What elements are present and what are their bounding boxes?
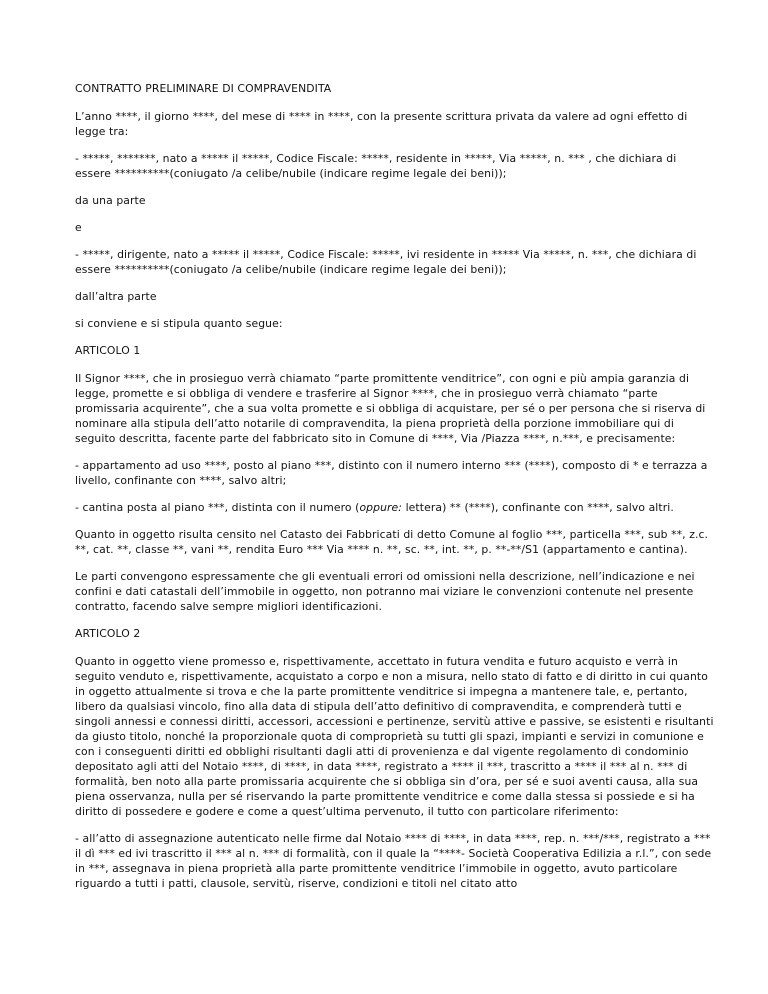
document-title: CONTRATTO PRELIMINARE DI COMPRAVENDITA [75, 82, 332, 95]
article-1-paragraph-3-part-b: lettera) ** (****), confinante con ****, salvo altri. [402, 501, 674, 514]
article-2-paragraph-2: - all’atto di assegnazione autenticato nelle firme dal Notaio **** di ****, in data ****, rep. n. ***/***, registrato a *** il dì *** ed ivi trascritto il *** al n. *** di formalità, con il quale la “****- Società Cooperativa Edilizia a r.l.”, con sede in ***, assegnava in piena proprietà alla parte promittente venditrice l’immobile in oggetto, avuto particolare riguardo a tutti i patti, clausole, servitù, riserve, condizioni e titoli nel citato atto [75, 832, 712, 890]
article-2-paragraph-1: Quanto in oggetto viene promesso e, rispettivamente, accettato in futura vendita e futuro acquisto e verrà in seguito venduto e, rispettivamente, acquistato a corpo e non a misura, nello stato di fatto e di diritto in cui quanto in oggetto attualmente si trova e che la parte promittente venditrice si impegna a mantenere tale, e, pertanto, libero da qualsiasi vincolo, fino alla data di stipula dell’atto definitivo di compravendita, e comprenderà tutti e singoli annessi e connessi diritti, accessori, accessioni e pertinenze, servitù attive e passive, se esistenti e risultanti da giusto titolo, nonché la proporzionale quota di comproprietà su tutti gli spazi, impianti e servizi in comunione e con i conseguenti diritti ed obblighi risultanti dagli atti di provenienza e dal vigente regolamento di condominio depositato agli atti del Notaio ****, di ****, in data ****, registrato a **** il ***, trascritto a **** il *** al n. *** di formalità, ben noto alla parte promissaria acquirente che si obbliga sin d’ora, per sé e suoi aventi causa, alla sua piena osservanza, nulla per sé riservando la parte promittente venditrice e come dalla stessa si possiede e si ha diritto di possedere e godere e come a quest’ultima pervenuto, il tutto con particolare riferimento: [75, 655, 714, 818]
article-1-paragraph-4: Quanto in oggetto risulta censito nel Catasto dei Fabbricati di detto Comune al foglio ***, particella ***, sub **, z.c. **, cat. **, classe **, vani **, rendita Euro *** Via **** n. **, sc. **, int. **, p. **-**/S1 (appartamento e cantina). [75, 528, 709, 556]
article-1-paragraph-3-emphasis: oppure: [359, 501, 403, 514]
article-1-paragraph-5: Le parti convengono espressamente che gli eventuali errori od omissioni nella descrizione, nell’indicazione e nei confini e dati catastali dell’immobile in oggetto, non potranno mai viziare le convenzioni contenute nel presente contratto, facendo salve sempre migliori identificazioni. [75, 570, 695, 613]
intro-paragraph: L’anno ****, il giorno ****, del mese di **** in ****, con la presente scrittura privata da valere ad ogni effetto di legge tra: [75, 110, 688, 138]
article-1-paragraph-2: - appartamento ad uso ****, posto al piano ***, distinto con il numero interno *** (****), composto di * e terrazza a livello, confinante con ****, salvo altri; [75, 459, 708, 487]
agreement-text: si conviene e si stipula quanto segue: [75, 317, 283, 330]
and-text: e [75, 221, 82, 234]
article-2-heading: ARTICOLO 2 [75, 627, 141, 640]
article-1-heading: ARTICOLO 1 [75, 344, 141, 357]
article-1-paragraph-1: Il Signor ****, che in prosieguo verrà chiamato “parte promittente venditrice”, con ogni e più ampia garanzia di legge, promette e si obbliga di vendere e trasferire al Signor ****, che in prosieguo verrà chiamato “parte promissaria acquirente”, che a sua volta promette e si obbliga di acquistare, per sé o per persona che si riserva di nominare alla stipula dell’atto notarile di compravendita, la piena proprietà della porzione immobiliare qui di seguito descritta, facente parte del fabbricato sito in Comune di ****, Via /Piazza ****, n.***, e precisamente: [75, 372, 706, 445]
from-other-part-text: dall’altra parte [75, 290, 157, 303]
document-page [75, 75, 715, 891]
article-1-paragraph-3-part-a: - cantina posta al piano ***, distinta con il numero ( [75, 501, 360, 514]
article-1-paragraph-3 [75, 500, 715, 515]
party-one-paragraph: - *****, *******, nato a ***** il *****, Codice Fiscale: *****, residente in *****, Via *****, n. *** , che dichiara di essere **********(coniugato /a celibe/nubile (indicare regime legale dei beni)); [75, 152, 677, 180]
from-one-part-text: da una parte [75, 194, 146, 207]
party-two-paragraph: - *****, dirigente, nato a ***** il *****, Codice Fiscale: *****, ivi residente in ***** Via *****, n. ***, che dichiara di essere **********(coniugato /a celibe/nubile (indicare regime legale dei beni)); [75, 248, 697, 276]
